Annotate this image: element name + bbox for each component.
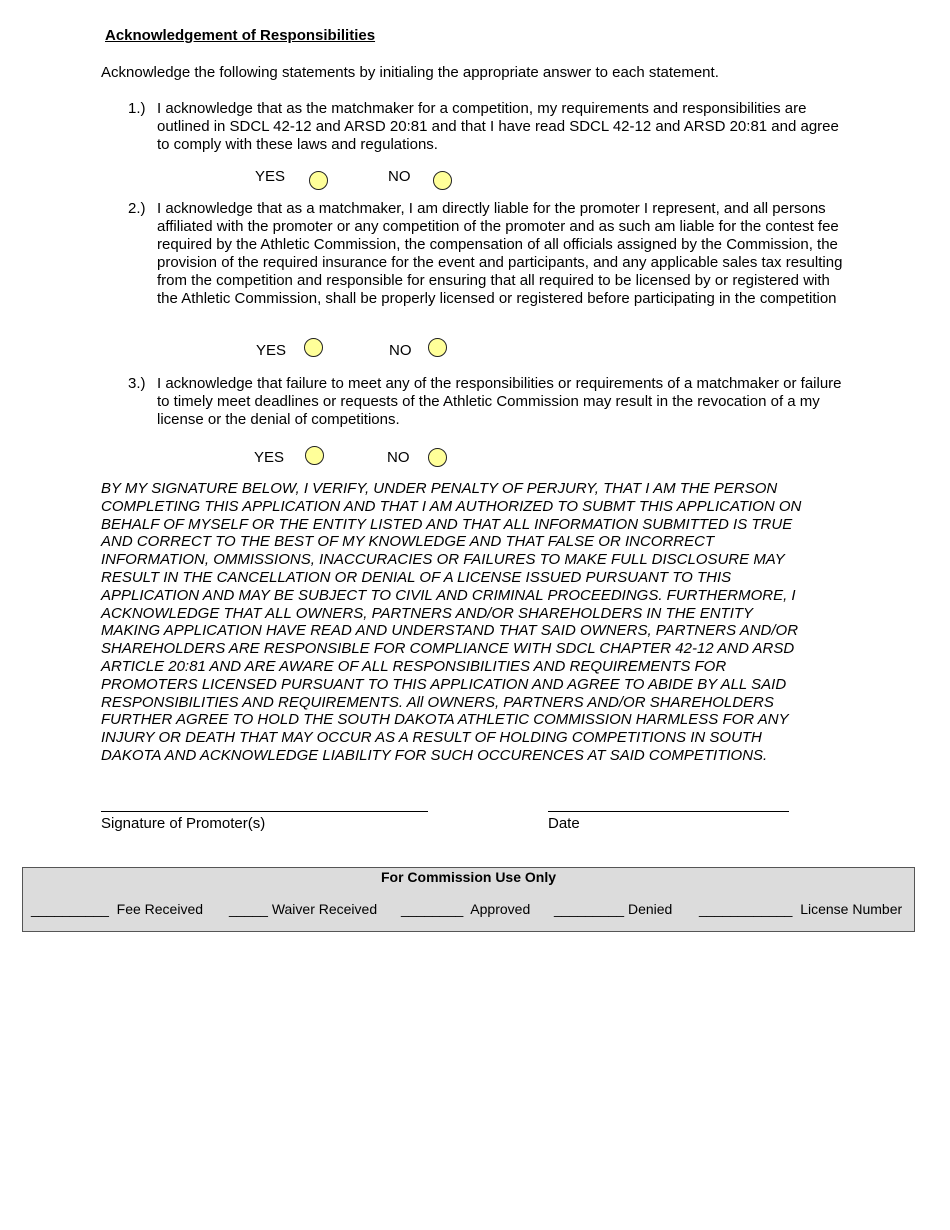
item-1-number: 1.) <box>128 100 146 117</box>
item-1-yes-label: YES <box>255 168 286 185</box>
item-2-text: I acknowledge that as a matchmaker, I am directly liable for the promoter I represent, and all persons affiliated with the promoter or any competition of the promoter and as such am liable for the contest fee required by the Athletic Commission, the compensation of all officials assigned by the Commission, the provision of the required insurance for the event and participants, and any applicable sales tax resulting from the competition and responsible for ensuring that all required to be licensed by or registered with the Athletic Commission, shall be properly licensed or registered before participating in the competition <box>157 200 843 307</box>
approved-field: ________ Approved <box>401 901 531 917</box>
waiver-received-field: _____ Waiver Received <box>229 901 378 917</box>
item-1-yes-radio[interactable] <box>309 171 328 190</box>
item-2-no-label: NO <box>389 342 412 359</box>
commission-title: For Commission Use Only <box>380 869 557 885</box>
signature-label: Signature of Promoter(s) <box>101 815 266 832</box>
item-2-yes-radio[interactable] <box>304 338 323 357</box>
fee-received-field: __________ Fee Received <box>31 901 204 917</box>
affidavit-text: BY MY SIGNATURE BELOW, I VERIFY, UNDER PENALTY OF PERJURY, THAT I AM THE PERSON COMPLETING THIS APPLICATION AND THAT I AM AUTHORIZED TO SUBMT THIS APPLICATION ON BEHALF OF MYSELF OR THE ENTITY LISTED AND THAT ALL INFORMATION SUBMITTED IS TRUE AND CORRECT TO THE BEST OF MY KNOWLEDGE AND THAT FALSE OR INCORRECT INFORMATION, OMMISSIONS, INACCURACIES OR FAILURES TO MAKE FULL DISCLOSURE MAY RESULT IN THE CANCELLATION OR DENIAL OF A LICENSE ISSUED PURSUANT TO THIS APPLICATION AND MAY BE SUBJECT TO CIVIL AND CRIMINAL PROCEEDINGS. FURTHERMORE, I ACKNOWLEDGE THAT ALL OWNERS, PARTNERS AND/OR SHAREHOLDERS IN THE ENTITY MAKING APPLICATION HAVE READ AND UNDERSTAND THAT SAID OWNERS, PARTNERS AND/OR SHAREHOLDERS ARE RESPONSIBLE FOR COMPLIANCE WITH SDCL CHAPTER 42-12 AND ARSD ARTICLE 20:81 AND ARE AWARE OF ALL RESPONSIBILITIES AND REQUIREMENTS FOR PROMOTERS LICENSED PURSUANT TO THIS APPLICATION AND AGREE TO ABIDE BY ALL SAID RESPONSIBILITIES AND REQUIREMENTS. All OWNERS, PARTNERS AND/OR SHAREHOLDERS FURTHER AGREE TO HOLD THE SOUTH DAKOTA ATHLETIC COMMISSION HARMLESS FOR ANY INJURY OR DEATH THAT MAY OCCUR AS A RESULT OF HOLDING COMPETITIONS IN SOUTH DAKOTA AND ACKNOWLEDGE LIABILITY FOR SUCH OCCURENCES AT SAID COMPETITIONS. <box>101 480 802 764</box>
date-line[interactable] <box>548 811 789 812</box>
item-1-text: I acknowledge that as the matchmaker for a competition, my requirements and responsibilities are outlined in SDCL 42-12 and ARSD 20:81 and that I have read SDCL 42-12 and ARSD 20:81 and agree to comply with these laws and regulations. <box>157 100 839 153</box>
item-3-yes-label: YES <box>254 449 285 466</box>
signature-line[interactable] <box>101 811 428 812</box>
page-heading: Acknowledgement of Responsibilities <box>105 27 376 44</box>
item-1-no-radio[interactable] <box>433 171 452 190</box>
item-3-no-radio[interactable] <box>428 448 447 467</box>
license-number-field: ____________ License Number <box>699 901 903 917</box>
item-3-no-label: NO <box>387 449 410 466</box>
item-2-no-radio[interactable] <box>428 338 447 357</box>
item-1-no-label: NO <box>388 168 411 185</box>
item-2-number: 2.) <box>128 200 146 217</box>
item-2-yes-label: YES <box>256 342 287 359</box>
item-3-text: I acknowledge that failure to meet any of the responsibilities or requirements of a matchmaker or failure to timely meet deadlines or requests of the Athletic Commission may result in the revocation of a my license or the denial of competitions. <box>157 375 842 428</box>
commission-use-box <box>22 867 915 932</box>
intro-text: Acknowledge the following statements by initialing the appropriate answer to each statement. <box>101 64 719 81</box>
item-3-yes-radio[interactable] <box>305 446 324 465</box>
denied-field: _________ Denied <box>554 901 673 917</box>
item-3-number: 3.) <box>128 375 146 392</box>
date-label: Date <box>548 815 580 832</box>
